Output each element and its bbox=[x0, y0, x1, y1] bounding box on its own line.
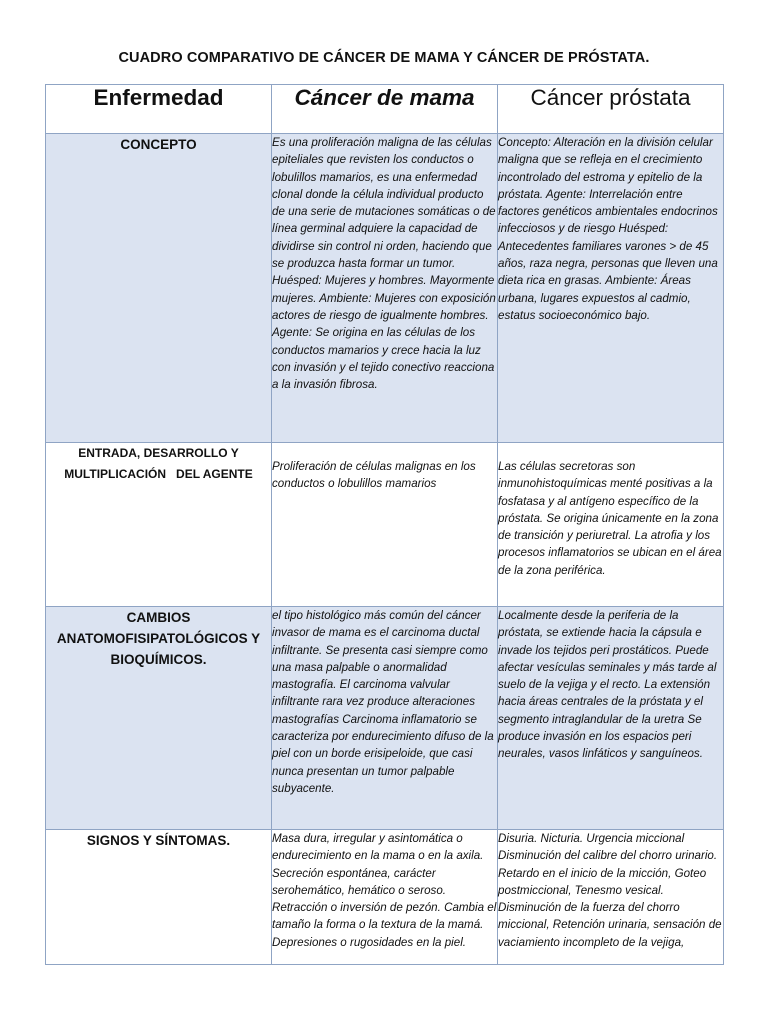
header-cancer-prostata: Cáncer próstata bbox=[498, 85, 724, 134]
row-label-entrada-text: ENTRADA, DESARROLLO Y MULTIPLICACIÓN DEL AGENTE bbox=[64, 446, 253, 481]
table-row bbox=[46, 134, 724, 443]
table-row bbox=[46, 443, 724, 607]
table-row bbox=[46, 607, 724, 830]
cell-prostata-entrada: Las células secretoras son inmunohistoquímicas menté positivas a la fosfatasa y al antígeno específico de la próstata. Se origina únicamente en la zona de transición y periuretral. La atrofia y los procesos inflamatorios se ubican en el área de la zona periférica. bbox=[498, 443, 724, 607]
row-label-cambios: CAMBIOS ANATOMOFISIPATOLÓGICOS Y BIOQUÍMICOS. bbox=[46, 607, 272, 830]
header-cancer-mama: Cáncer de mama bbox=[272, 85, 498, 134]
cell-mama-concepto: Es una proliferación maligna de las células epiteliales que revisten los conductos o lobulillos mamarios, es una enfermedad clonal donde la célula individual producto de una serie de mutaciones somáticas o de línea germinal adquiere la capacidad de dividirse sin control ni orden, haciendo que se produzca hasta formar un tumor. Huésped: Mujeres y hombres. Mayormente mujeres. Ambiente: Mujeres con exposición actores de riesgo de igualmente hombres. Agente: Se origina en las células de los conductos mamarios y crece hacia la luz con invasión y el tejido conectivo reacciona a la invasión fibrosa. bbox=[272, 134, 498, 443]
cell-mama-cambios: el tipo histológico más común del cáncer invasor de mama es el carcinoma ductal infiltrante. Se presenta casi siempre como una masa palpable o anormalidad mastografía. El carcinoma valvular infiltrante rara vez produce alteraciones mastografías Carcinoma inflamatorio se caracteriza por endurecimiento difuso de la piel con un borde erisipeloide, que casi nunca presentan un tumor palpable subyacente. bbox=[272, 607, 498, 830]
row-label-concepto: CONCEPTO bbox=[46, 134, 272, 443]
comparison-table bbox=[45, 84, 724, 965]
cell-mama-signos: Masa dura, irregular y asintomática o endurecimiento en la mama o en la axila. Secreción espontánea, carácter serohemático, hemático o seroso. Retracción o inversión de pezón. Cambia el tamaño la forma o la textura de la mamá. Depresiones o rugosidades en la piel. bbox=[272, 830, 498, 965]
cell-prostata-concepto: Concepto: Alteración en la división celular maligna que se refleja en el crecimiento incontrolado del estroma y epitelio de la próstata. Agente: Interrelación entre factores genéticos ambientales endocrinos infecciosos y de riesgo Huésped: Antecedentes familiares varones > de 45 años, raza negra, personas que lleven una dieta rica en grasas. Ambiente: Áreas urbana, lugares expuestos al cadmio, estatus socioeconómico bajo. bbox=[498, 134, 724, 443]
row-label-entrada bbox=[46, 443, 272, 607]
document-title: CUADRO COMPARATIVO DE CÁNCER DE MAMA Y CÁNCER DE PRÓSTATA. bbox=[118, 50, 650, 66]
cell-mama-entrada: Proliferación de células malignas en los conductos o lobulillos mamarios bbox=[272, 443, 498, 607]
row-label-signos: SIGNOS Y SÍNTOMAS. bbox=[46, 830, 272, 965]
table-header-row bbox=[46, 85, 724, 134]
table-row bbox=[46, 830, 724, 965]
cell-prostata-cambios: Localmente desde la periferia de la próstata, se extiende hacia la cápsula e invade los tejidos peri prostáticos. Puede afectar vesículas seminales y más tarde al suelo de la vejiga y el recto. La extensión hacia áreas centrales de la próstata y el segmento intraglandular de la uretra Se produce invasión en los espacios peri neurales, vasos linfáticos y sanguíneos. bbox=[498, 607, 724, 830]
cell-prostata-signos: Disuria. Nicturia. Urgencia miccional Disminución del calibre del chorro urinario. Retardo en el inicio de la micción, Goteo postmiccional, Tenesmo vesical. Disminución de la fuerza del chorro miccional, Retención urinaria, sensación de vaciamiento incompleto de la vejiga, bbox=[498, 830, 724, 965]
header-enfermedad: Enfermedad bbox=[46, 85, 272, 134]
